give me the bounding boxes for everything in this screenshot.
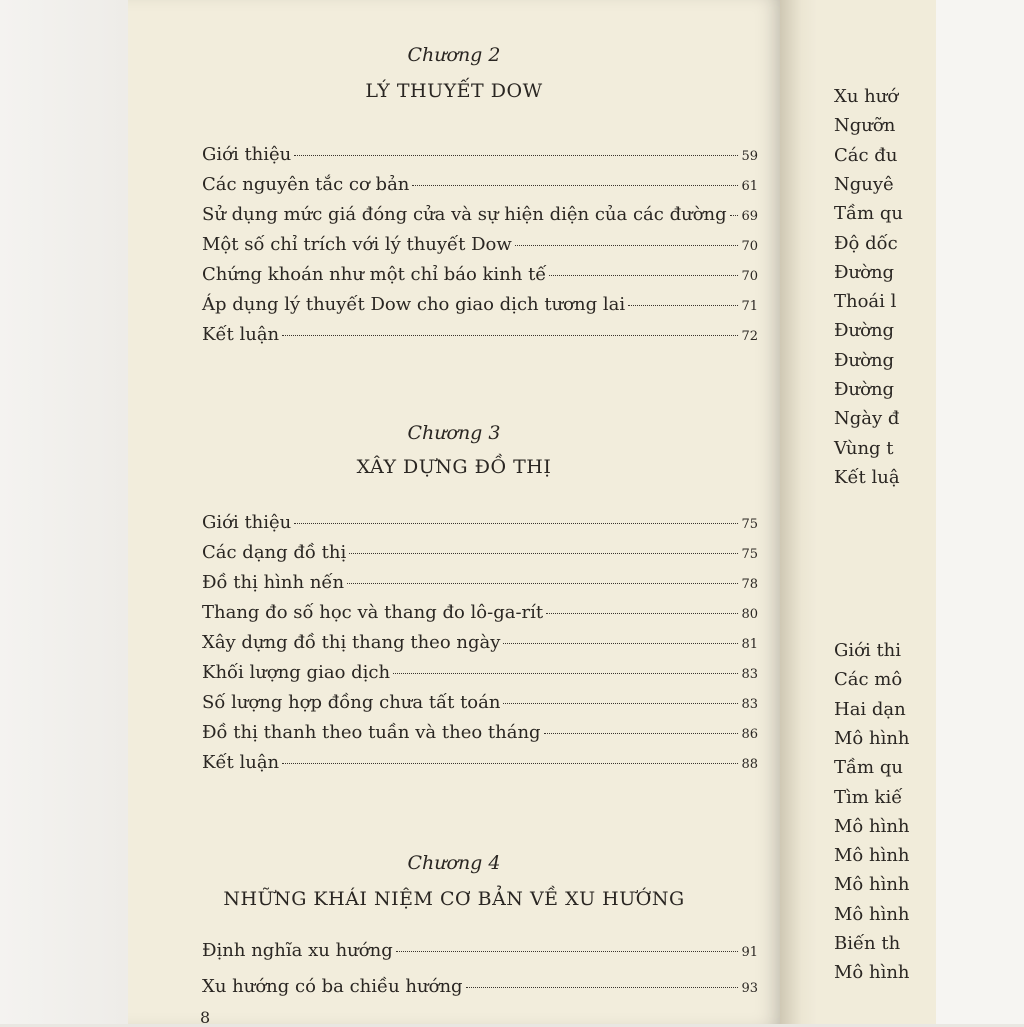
- right-page-entry: Đường: [834, 261, 895, 283]
- right-page-entry: Mô hình: [834, 845, 910, 867]
- toc-entry-page: 81: [741, 637, 758, 652]
- right-background: [936, 0, 1024, 1024]
- right-page-entry: Tìm kiế: [834, 786, 903, 808]
- dot-leader: [347, 583, 738, 584]
- toc-entry-title: Số lượng hợp đồng chưa tất toán: [202, 692, 501, 713]
- toc-entry-title: Xu hướng có ba chiều hướng: [202, 976, 463, 997]
- chapter-2-title: LÝ THUYẾT DOW: [365, 80, 543, 102]
- toc-entry-title: Chứng khoán như một chỉ báo kinh tế: [202, 264, 547, 285]
- dot-leader: [503, 703, 738, 704]
- right-page-entry: Hai dạn: [834, 698, 906, 720]
- dot-leader: [412, 185, 738, 186]
- right-page-entry: Ngày đ: [834, 408, 900, 430]
- toc-entry-title: Sử dụng mức giá đóng cửa và sự hiện diện của các đường: [202, 204, 727, 225]
- toc-entry-title: Thang đo số học và thang đo lô-ga-rít: [202, 602, 544, 623]
- toc-entry-page: 78: [741, 577, 758, 592]
- toc-entry-title: Định nghĩa xu hướng: [202, 940, 393, 961]
- toc-entry: [202, 174, 758, 202]
- dot-leader: [628, 305, 738, 306]
- toc-entry-page: 69: [741, 209, 758, 224]
- right-page-entry: Mô hình: [834, 727, 910, 749]
- dot-leader: [294, 523, 738, 524]
- toc-entry-title: Kết luận: [202, 752, 280, 773]
- toc-entry: [202, 294, 758, 322]
- left-background: [0, 0, 128, 1024]
- toc-entry: [202, 692, 758, 720]
- toc-entry-page: 71: [741, 299, 758, 314]
- right-page-entry: Nguyê: [834, 173, 894, 195]
- toc-entry: [202, 324, 758, 352]
- toc-entry: [202, 632, 758, 660]
- toc-entry-page: 75: [741, 547, 758, 562]
- dot-leader: [515, 245, 739, 246]
- dot-leader: [544, 733, 739, 734]
- right-page-entry: Mô hình: [834, 962, 910, 984]
- right-page-entry: Đường: [834, 320, 895, 342]
- right-page-entry: Mô hình: [834, 874, 910, 896]
- chapter-4-label: Chương 4: [407, 852, 501, 874]
- dot-leader: [349, 553, 738, 554]
- dot-leader: [730, 215, 739, 216]
- toc-entry: [202, 752, 758, 780]
- toc-entry: [202, 976, 758, 1004]
- right-page-entry: Biến th: [834, 933, 901, 954]
- toc-entry-page: 83: [741, 697, 758, 712]
- toc-entry: [202, 940, 758, 968]
- right-page-entry: Vùng t: [834, 437, 894, 459]
- dot-leader: [503, 643, 738, 644]
- right-page: [816, 0, 936, 1024]
- page-number: 8: [200, 1008, 211, 1027]
- toc-entry: [202, 234, 758, 262]
- right-page-entry: Mô hình: [834, 903, 910, 925]
- toc-entry: [202, 572, 758, 600]
- dot-leader: [546, 613, 738, 614]
- right-page-entry: Ngưỡn: [834, 115, 896, 137]
- right-page-entry: Độ dốc: [834, 232, 898, 254]
- toc-entry-title: Giới thiệu: [202, 512, 292, 533]
- dot-leader: [396, 951, 739, 952]
- right-page-entry: Các đu: [834, 144, 898, 166]
- toc-entry-page: 72: [741, 329, 758, 344]
- toc-entry-page: 93: [741, 981, 758, 996]
- toc-entry-page: 86: [741, 727, 758, 742]
- toc-entry: [202, 542, 758, 570]
- dot-leader: [294, 155, 738, 156]
- toc-entry-title: Kết luận: [202, 324, 280, 345]
- right-page-entry: Kết luậ: [834, 466, 900, 488]
- dot-leader: [466, 987, 739, 988]
- toc-entry: [202, 204, 758, 232]
- toc-entry-page: 83: [741, 667, 758, 682]
- right-page-entry: Đường: [834, 349, 895, 371]
- toc-entry-title: Khối lượng giao dịch: [202, 662, 391, 683]
- toc-entry-page: 70: [741, 269, 758, 284]
- toc-entry: [202, 662, 758, 690]
- toc-entry-title: Áp dụng lý thuyết Dow cho giao dịch tương lai: [202, 294, 626, 315]
- toc-entry: [202, 264, 758, 292]
- toc-entry: [202, 512, 758, 540]
- toc-entry-title: Các dạng đồ thị: [202, 542, 347, 563]
- toc-entry: [202, 602, 758, 630]
- toc-entry-page: 75: [741, 517, 758, 532]
- toc-entry-title: Đồ thị thanh theo tuần và theo tháng: [202, 722, 541, 743]
- chapter-4-title: NHỮNG KHÁI NIỆM CƠ BẢN VỀ XU HƯỚNG: [223, 888, 685, 910]
- right-page-entry: Xu hướ: [834, 86, 899, 107]
- toc-entry: [202, 144, 758, 172]
- toc-entry: [202, 722, 758, 750]
- chapter-3-label: Chương 3: [407, 422, 501, 444]
- toc-entry-title: Các nguyên tắc cơ bản: [202, 174, 410, 195]
- toc-entry-page: 91: [741, 945, 758, 960]
- right-page-entry: Thoái l: [834, 291, 897, 313]
- toc-entry-page: 61: [741, 179, 758, 194]
- right-page-entry: Đường: [834, 379, 895, 400]
- toc-entry-page: 70: [741, 239, 758, 254]
- right-page-entry: Mô hình: [834, 815, 910, 837]
- chapter-3-title: XÂY DỰNG ĐỒ THỊ: [356, 456, 552, 478]
- right-page-entry: Tầm qu: [834, 757, 903, 779]
- toc-entry-title: Đồ thị hình nến: [202, 572, 345, 593]
- dot-leader: [282, 335, 738, 336]
- book-gutter: [780, 0, 816, 1024]
- right-page-entry: Tầm qu: [834, 203, 903, 225]
- toc-entry-page: 59: [741, 149, 758, 164]
- dot-leader: [282, 763, 738, 764]
- right-page-entry: Giới thi: [834, 640, 902, 661]
- dot-leader: [549, 275, 738, 276]
- toc-entry-title: Một số chỉ trích với lý thuyết Dow: [202, 234, 512, 255]
- toc-entry-page: 80: [741, 607, 758, 622]
- toc-entry-page: 88: [741, 757, 758, 772]
- chapter-2-label: Chương 2: [407, 44, 501, 66]
- dot-leader: [393, 673, 738, 674]
- right-page-entry: Các mô: [834, 669, 903, 691]
- toc-entry-title: Giới thiệu: [202, 144, 292, 165]
- toc-entry-title: Xây dựng đồ thị thang theo ngày: [202, 632, 501, 653]
